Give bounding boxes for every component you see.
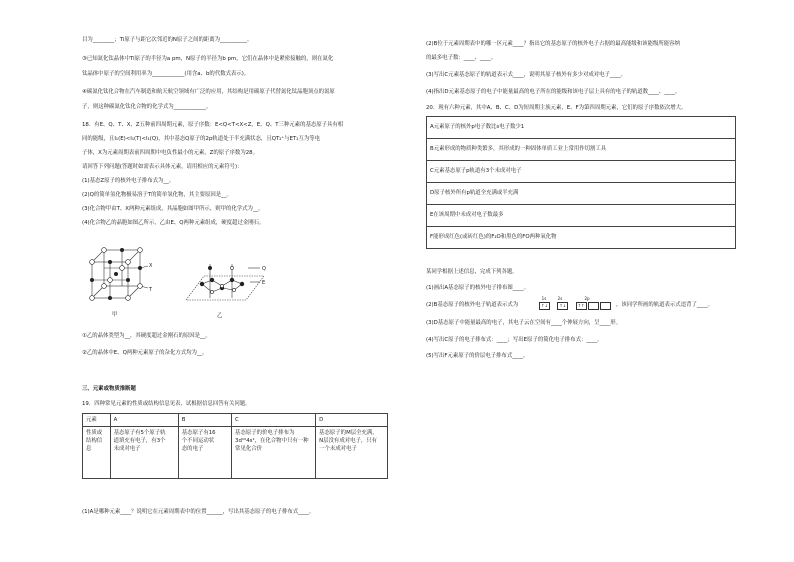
text-line: (3)D基态原子中能量最高的电子，其电子云在空间有____个伸展方向，呈____形。: [426, 320, 622, 326]
text-line: 请回答下列问题(答题时如需表示具体元素，请用相应的元素符号)：: [82, 164, 243, 170]
text-line: ②乙的晶体中E、Q两种元素原子的杂化方式均为__。: [82, 350, 208, 356]
orbital-label: 2p: [584, 296, 590, 301]
question-19: 19．四种常见元素的性质或结构信息见表，试根据信息回答有关问题。: [82, 401, 251, 407]
text-line: (1)A是哪种元素____？说明它在元素周期表中的位置______，写出其基态原子的电子排布式____。: [82, 509, 315, 515]
table-cell: 基态原子的M层全充满， N层没有成对电子，只有 一个未成对电子: [316, 427, 388, 479]
table-header: 元素: [83, 414, 111, 427]
text-line: ①乙的晶体类型为__，其硬度超过金刚石的原因是__。: [82, 333, 211, 339]
text-line: (1)基态Z原子的核外电子排布式为__。: [82, 178, 175, 184]
svg-text:Q: Q: [262, 266, 266, 272]
figure-label-b: 乙: [217, 313, 223, 319]
text-line: (4)写出C原子的电子排布式：____；写出E原子的简化电子排布式：____。: [426, 337, 603, 343]
orbital-box: ↑↓: [539, 302, 550, 310]
text-line: ③已知氮化钛晶体中Ti原子的半径为a pm，N原子的半径为b pm，它们在晶体中是紧密接触的，则在氮化: [82, 56, 334, 62]
svg-text:E: E: [262, 280, 266, 286]
table-header: C: [232, 414, 316, 427]
text-line: (1)画出A基态原子的核外电子排布图____。: [426, 285, 529, 291]
orbital-label: 1s: [541, 296, 547, 301]
text-line: 18．有E、Q、T、X、Z五种前四周期元素，原子序数：E<Q<T<X<Z，E、Q、T三种元素的基态原子具有相: [82, 122, 344, 128]
table-cell: 基态原子有16 个不同运动状 态的电子: [178, 427, 231, 479]
text-line: (2)B基态原子的核外电子轨道表示式为: [426, 302, 519, 308]
text-line: 20．现有六种元素，其中A、B、C、D为短周期主族元素，E、F为第四周期元素，它们的原子序数依次增大。: [426, 105, 687, 111]
svg-text:X: X: [149, 263, 153, 269]
text-line: (2)B位于元素周期表中的哪一区元素____？指出它的基态原子的核外电子占据的最高能级和该能级所能容纳: [426, 41, 680, 47]
text-line: 某同学根据上述信息，完成下列各题。: [426, 269, 518, 275]
text-line: (2)Q的简单氢化物极易溶于T的简单氢化物，其主要原因是__。: [82, 192, 232, 198]
figure-label-a: 甲: [112, 312, 118, 318]
text-line: (3)写出C元素基态原子的轨道表示式____，说明其原子核外有多少对成对电子____。: [426, 72, 627, 78]
text-line: 钛晶体中原子的空间利用率为____________(用含a、b的代数式表示)。: [82, 71, 250, 77]
text-line: (5)写出F元素原子的价层电子排布式____。: [426, 353, 529, 359]
section-heading: 三、元素或物质推断题: [82, 386, 136, 392]
crystal-cell-figure-b: [182, 258, 272, 310]
orbital-box: ↑↑: [576, 302, 587, 310]
table-header: D: [316, 414, 388, 427]
element-clue-box: [426, 116, 736, 249]
orbital-box: [588, 302, 599, 310]
element-info-table: [82, 413, 388, 479]
table-header: B: [178, 414, 231, 427]
table-row-head: 性质或 结构信 息: [83, 427, 111, 479]
text-line: ，该同学所画的轨道表示式违背了____。: [616, 302, 714, 308]
svg-text:T: T: [149, 287, 153, 293]
clue-row: A元素原子的核外p电子数比s电子数少1: [427, 117, 735, 139]
orbital-box: ↑↓: [557, 302, 568, 310]
crystal-cell-figure-a: [86, 244, 156, 312]
text-line: (4)指出D元素基态原子的电子中能量最高的电子所在的能级和该电子层上具有的电子的轨道数____、____。: [426, 89, 681, 95]
orbital-diagram: [539, 296, 612, 310]
text-line: (4)化合物乙的晶胞如图乙所示，乙由E、Q两种元素组成，硬度超过金刚石。: [82, 220, 265, 226]
table-header: A: [110, 414, 178, 427]
clue-row: E在该周期中未成对电子数最多: [427, 205, 735, 227]
orbital-box: [600, 302, 611, 310]
text-line: 子体，X为元素周期表前四周期中电负性最小的元素，Z的原子序数为28。: [82, 150, 258, 156]
text-line: (3)化合物甲由T、X两种元素组成，其晶胞如图甲所示，则甲的化学式为__。: [82, 206, 264, 212]
table-cell: 基态原子的价电子排布为 3d¹⁰4s¹，在化合物中只有一种 常见化合价: [232, 427, 316, 479]
text-line: 同的能级，且I₁(E)<I₁(T)<I₁(Q)，其中基态Q原子的2p轨道处于半充满状态，且QT₂⁺与ET₂互为等电: [82, 136, 321, 142]
text-line: 子，则这种碳氮化钛化合物的化学式为____________。: [82, 104, 212, 110]
clue-row: D原子核外所有p轨道全充满或半充满: [427, 183, 735, 205]
clue-row: F能形成红色(或砖红色)的F₂O和黑色的FO两种氧化物: [430, 234, 557, 240]
table-cell: 基态原子有5个原子轨 道填充有电子，有3个 未成对电子: [110, 427, 178, 479]
text-line: ④碳氮化钛化合物在汽车制造和航天航空领域有广泛的应用，其结构是用碳原子代替氮化钛晶胞顶点的氮原: [82, 89, 335, 95]
clue-row: B元素形成的物质种类繁多，其形成的一种固体单质工业上常用作切割工具: [427, 139, 735, 161]
clue-row: C元素基态原子p轨道有3个未成对电子: [427, 161, 735, 183]
text-line: 目为________；Ti原子与距它次邻近的N原子之间的距离为__________。: [82, 37, 253, 43]
text-line: 的最多电子数：____、____。: [426, 55, 497, 61]
orbital-label: 2s: [557, 296, 563, 301]
